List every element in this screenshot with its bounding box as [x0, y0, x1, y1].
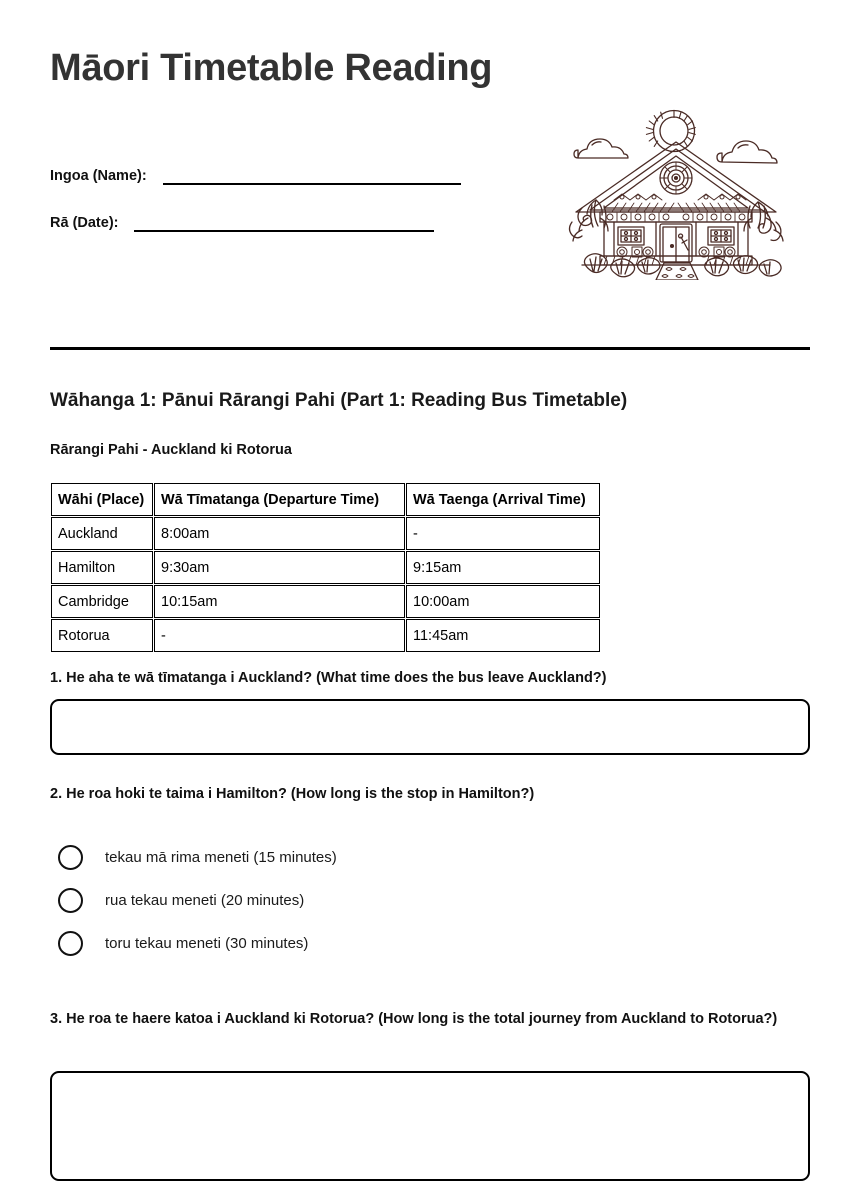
wharenui-illustration [552, 100, 800, 280]
option-label: rua tekau meneti (20 minutes) [105, 891, 305, 909]
cell-arrival: - [406, 517, 600, 550]
column-header-arrival: Wā Taenga (Arrival Time) [406, 483, 600, 516]
table-row [51, 551, 600, 584]
question-2-option-2[interactable] [58, 886, 304, 914]
date-field-label: Rā (Date): [50, 215, 119, 231]
date-input-line[interactable] [134, 219, 434, 232]
horizontal-divider [50, 347, 810, 350]
cell-departure: 9:30am [154, 551, 405, 584]
page-title: Māori Timetable Reading [50, 47, 493, 89]
question-2-option-1[interactable] [58, 843, 337, 871]
cell-arrival: 9:15am [406, 551, 600, 584]
option-label: toru tekau meneti (30 minutes) [105, 934, 309, 952]
window-left [618, 227, 644, 245]
table-caption: Rārangi Pahi - Auckland ki Rotorua [50, 442, 292, 458]
cell-place: Hamilton [51, 551, 153, 584]
column-header-departure: Wā Tīmatanga (Departure Time) [154, 483, 405, 516]
cell-place: Auckland [51, 517, 153, 550]
table-row [51, 619, 600, 652]
question-3-text: 3. He roa te haere katoa i Auckland ki Rotorua? (How long is the total journey from Auckland to Rotorua?) [50, 1011, 778, 1027]
cloud-icon-left [574, 139, 628, 158]
cell-place: Cambridge [51, 585, 153, 618]
radio-button-icon[interactable] [58, 845, 83, 870]
table-row [51, 585, 600, 618]
date-field-row [50, 212, 434, 232]
question-1-answer-box[interactable] [50, 699, 810, 755]
window-right [708, 227, 734, 245]
radio-button-icon[interactable] [58, 888, 83, 913]
name-field-label: Ingoa (Name): [50, 168, 147, 184]
cell-arrival: 10:00am [406, 585, 600, 618]
table-row [51, 517, 600, 550]
question-2-option-3[interactable] [58, 929, 308, 957]
cloud-icon-right [717, 141, 777, 163]
roof-gable [576, 142, 776, 212]
question-1-text: 1. He aha te wā tīmatanga i Auckland? (What time does the bus leave Auckland?) [50, 670, 607, 686]
cell-departure: 10:15am [154, 585, 405, 618]
cell-departure: 8:00am [154, 517, 405, 550]
cell-place: Rotorua [51, 619, 153, 652]
name-field-row [50, 165, 461, 185]
fern-left [570, 200, 609, 241]
option-label: tekau mā rima meneti (15 minutes) [105, 848, 337, 866]
fascia-band [600, 212, 752, 222]
bus-timetable [50, 482, 601, 653]
radio-button-icon[interactable] [58, 931, 83, 956]
section-heading: Wāhanga 1: Pānui Rārangi Pahi (Part 1: Reading Bus Timetable) [50, 390, 628, 411]
column-header-place: Wāhi (Place) [51, 483, 153, 516]
table-header-row [51, 483, 600, 516]
question-3-answer-box[interactable] [50, 1071, 810, 1181]
cell-departure: - [154, 619, 405, 652]
question-2-text: 2. He roa hoki te taima i Hamilton? (How long is the stop in Hamilton?) [50, 786, 535, 802]
name-input-line[interactable] [163, 172, 461, 185]
cell-arrival: 11:45am [406, 619, 600, 652]
